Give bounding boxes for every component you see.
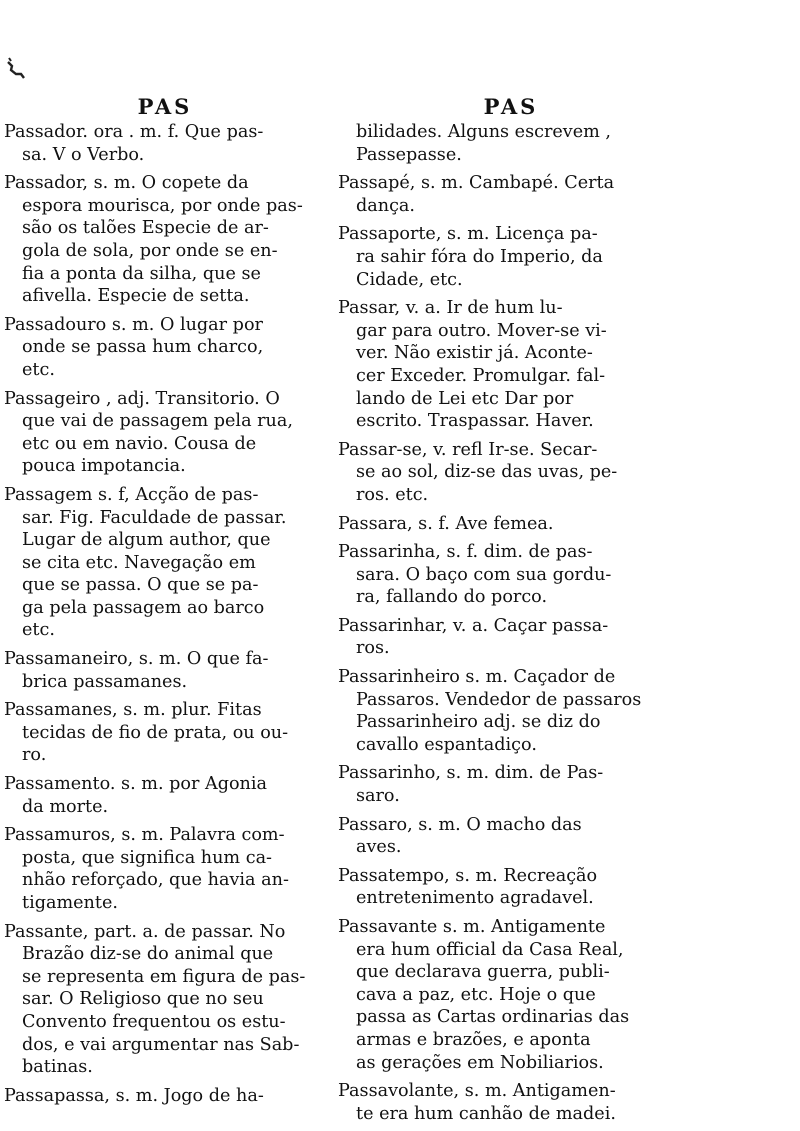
entry-line: Passavolante, s. m. Antigamen- bbox=[338, 1081, 616, 1102]
dictionary-entry bbox=[4, 773, 326, 818]
dictionary-entry bbox=[4, 921, 326, 1079]
entry-line: Passatempo, s. m. Recreação bbox=[338, 865, 598, 886]
entry-line: nhão reforçado, que havia an- bbox=[22, 870, 289, 891]
left-entries bbox=[4, 121, 326, 1107]
entry-line: Passarinhar, v. a. Caçar passa- bbox=[338, 615, 609, 636]
entry-line: gola de sola, por onde se en- bbox=[22, 240, 278, 261]
entry-line: Passagem s. f, Acção de pas- bbox=[4, 484, 259, 505]
entry-line: Passamanes, s. m. plur. Fitas bbox=[4, 700, 262, 721]
entry-line: sar. Fig. Faculdade de passar. bbox=[22, 507, 287, 528]
entry-line: Passamuros, s. m. Palavra com- bbox=[4, 825, 285, 846]
entry-line: da morte. bbox=[22, 796, 109, 817]
left-column bbox=[4, 96, 326, 1113]
entry-line: Passaporte, s. m. Licença pa- bbox=[338, 224, 598, 245]
entry-line: Passarinha, s. f. dim. de pas- bbox=[338, 542, 593, 563]
dictionary-entry bbox=[338, 762, 664, 807]
dictionary-entry bbox=[338, 814, 664, 859]
entry-line: se cita etc. Navegação em bbox=[22, 552, 256, 573]
entry-line: espora mourisca, por onde pas- bbox=[22, 195, 303, 216]
entry-line: ra, fallando do porco. bbox=[356, 587, 548, 608]
dictionary-entry bbox=[338, 916, 664, 1074]
entry-line: saro. bbox=[356, 786, 400, 807]
entry-line: sara. O baço com sua gordu- bbox=[356, 564, 612, 585]
entry-line: tigamente. bbox=[22, 893, 118, 913]
running-head-left: PAS bbox=[137, 94, 193, 119]
entry-line: que declarava guerra, publi- bbox=[356, 962, 610, 983]
running-head-right: PAS bbox=[483, 94, 539, 119]
right-entries bbox=[338, 121, 664, 1125]
dictionary-entry bbox=[4, 484, 326, 642]
entry-line: era hum official da Casa Real, bbox=[356, 939, 624, 960]
entry-line: Passapé, s. m. Cambapé. Certa bbox=[338, 173, 615, 194]
entry-line: batinas. bbox=[22, 1057, 93, 1078]
entry-line: te era hum canhão de madei. bbox=[356, 1103, 616, 1124]
entry-line: armas e brazões, e aponta bbox=[356, 1029, 591, 1050]
entry-line: etc ou em navio. Cousa de bbox=[22, 433, 257, 454]
dictionary-entry bbox=[4, 699, 326, 767]
entry-line: Passador, s. m. O copete da bbox=[4, 173, 249, 194]
entry-line: ver. Não existir já. Aconte- bbox=[356, 343, 593, 364]
entry-line: etc. bbox=[22, 359, 55, 380]
entry-line: Passarinheiro adj. se diz do bbox=[356, 712, 601, 733]
entry-line: que vai de passagem pela rua, bbox=[22, 411, 293, 432]
entry-line: Passarinheiro s. m. Caçador de bbox=[338, 667, 616, 688]
dictionary-entry bbox=[338, 439, 664, 507]
dictionary-entry bbox=[4, 121, 326, 166]
entry-line: onde se passa hum charco, bbox=[22, 337, 264, 358]
entry-line: Passar-se, v. refl Ir-se. Secar- bbox=[338, 439, 598, 460]
dictionary-entry bbox=[338, 121, 664, 166]
entry-line: Passara, s. f. Ave femea. bbox=[338, 513, 554, 534]
entry-line: escrito. Traspassar. Haver. bbox=[356, 411, 594, 432]
entry-line: ga pela passagem ao barco bbox=[22, 597, 265, 618]
entry-line: tecidas de fio de prata, ou ou- bbox=[22, 722, 289, 743]
entry-line: posta, que significa hum ca- bbox=[22, 847, 272, 868]
entry-line: Passapassa, s. m. Jogo de ha- bbox=[4, 1085, 264, 1106]
entry-line: cavallo espantadiço. bbox=[356, 734, 537, 755]
entry-line: afivella. Especie de setta. bbox=[22, 286, 250, 307]
entry-line: Passaros. Vendedor de passaros bbox=[356, 689, 642, 710]
dictionary-entry bbox=[4, 172, 326, 308]
entry-line: se representa em figura de pas- bbox=[22, 966, 306, 987]
entry-line: Passadouro s. m. O lugar por bbox=[4, 314, 263, 335]
entry-line: pouca impotancia. bbox=[22, 456, 186, 477]
entry-line: Passar, v. a. Ir de hum lu- bbox=[338, 298, 563, 319]
entry-line: ra sahir fóra do Imperio, da bbox=[356, 246, 603, 267]
entry-line: cer Exceder. Promulgar. fal- bbox=[356, 365, 606, 386]
entry-line: dos, e vai argumentar nas Sab- bbox=[22, 1034, 300, 1055]
entry-line: entretenimento agradavel. bbox=[356, 888, 594, 909]
entry-line: Convento frequentou os estu- bbox=[22, 1011, 286, 1032]
dictionary-entry bbox=[338, 223, 664, 291]
entry-line: Passarinho, s. m. dim. de Pas- bbox=[338, 763, 604, 784]
entry-line: Passador. ora . m. f. Que pas- bbox=[4, 122, 264, 142]
dictionary-entry bbox=[4, 388, 326, 478]
entry-line: Brazão diz-se do animal que bbox=[22, 944, 274, 965]
entry-line: passa as Cartas ordinarias das bbox=[356, 1007, 630, 1028]
dictionary-entry bbox=[338, 865, 664, 910]
dictionary-entry bbox=[338, 1080, 664, 1125]
dictionary-entry bbox=[4, 648, 326, 693]
entry-line: Passepasse. bbox=[356, 144, 462, 165]
entry-line: etc. bbox=[22, 620, 55, 641]
dictionary-entry bbox=[338, 297, 664, 433]
entry-line: bilidades. Alguns escrevem , bbox=[356, 122, 611, 142]
entry-line: as gerações em Nobiliarios. bbox=[356, 1052, 604, 1073]
entry-line: lando de Lei etc Dar por bbox=[356, 388, 574, 409]
entry-line: sar. O Religioso que no seu bbox=[22, 989, 264, 1010]
entry-line: fia a ponta da silha, que se bbox=[22, 263, 261, 284]
entry-line: Cidade, etc. bbox=[356, 269, 463, 290]
entry-line: Passamento. s. m. por Agonia bbox=[4, 774, 267, 795]
dictionary-entry bbox=[4, 314, 326, 382]
dictionary-entry bbox=[338, 172, 664, 217]
ink-mark-decoration bbox=[6, 56, 26, 84]
dictionary-entry bbox=[338, 615, 664, 660]
dictionary-entry bbox=[4, 1085, 326, 1108]
entry-line: Passamaneiro, s. m. O que fa- bbox=[4, 649, 269, 670]
entry-line: são os talões Especie de ar- bbox=[22, 218, 269, 239]
entry-line: Passavante s. m. Antigamente bbox=[338, 917, 606, 937]
entry-line: Lugar de algum author, que bbox=[22, 530, 271, 551]
entry-line: brica passamanes. bbox=[22, 671, 188, 692]
entry-line: ro. bbox=[22, 745, 47, 766]
entry-line: dança. bbox=[356, 195, 416, 216]
entry-line: aves. bbox=[356, 837, 402, 858]
dictionary-entry bbox=[338, 541, 664, 609]
entry-line: sa. V o Verbo. bbox=[22, 144, 145, 165]
entry-line: cava a paz, etc. Hoje o que bbox=[356, 984, 596, 1005]
dictionary-entry bbox=[338, 666, 664, 756]
entry-line: se ao sol, diz-se das uvas, pe- bbox=[356, 462, 618, 483]
entry-line: Passaro, s. m. O macho das bbox=[338, 814, 582, 835]
entry-line: que se passa. O que se pa- bbox=[22, 575, 259, 596]
entry-line: ros. bbox=[356, 638, 390, 659]
right-column bbox=[338, 96, 664, 1131]
entry-line: Passageiro , adj. Transitorio. O bbox=[4, 388, 280, 409]
entry-line: gar para outro. Mover-se vi- bbox=[356, 320, 607, 341]
dictionary-entry bbox=[338, 513, 664, 536]
entry-line: ros. etc. bbox=[356, 484, 429, 505]
entry-line: Passante, part. a. de passar. No bbox=[4, 921, 286, 942]
dictionary-entry bbox=[4, 824, 326, 914]
